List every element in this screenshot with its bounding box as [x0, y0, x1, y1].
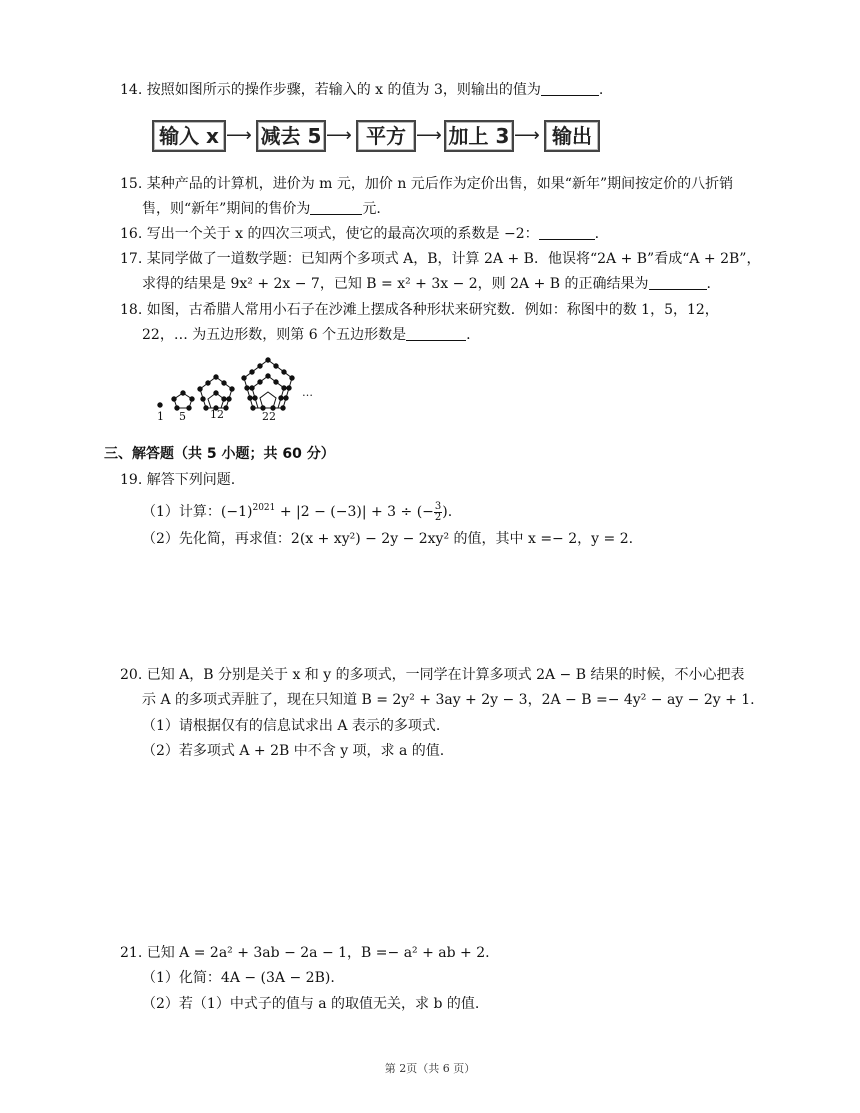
- page-footer: 第 2页（共 6 页）: [384, 1062, 476, 1075]
- q16-end: .: [594, 226, 600, 242]
- figure-label-22: 22: [262, 410, 276, 423]
- fraction-denominator: 2: [434, 511, 442, 523]
- question-19-part2: （2）先化简，再求值：2(x + xy²) − 2y − 2xy² 的值，其中 x =− 2，y = 2.: [142, 531, 634, 547]
- answer-blank: [406, 326, 466, 341]
- question-17-line1: 17. 某同学做了一道数学题：已知两个多项式 A，B，计算 2A + B．他误将“2A + B”看成“A + 2B”，: [120, 251, 761, 267]
- q19-part1-mid: + |2 − (−3)| + 3 ÷ (−: [275, 504, 434, 520]
- question-14: [120, 80, 603, 100]
- q14-text: 14. 按照如图所示的操作步骤，若输入的 x 的值为 3，则输出的值为: [120, 82, 541, 98]
- q16-text: 16. 写出一个关于 x 的四次三项式，使它的最高次项的系数是 −2：: [120, 226, 539, 242]
- answer-blank: [541, 81, 599, 96]
- q17-text: 求得的结果是 9x² + 2x − 7，已知 B = x² + 3x − 2，则 2A + B 的正确结果为: [142, 276, 649, 292]
- q17-end: .: [706, 276, 711, 292]
- section-title: 三、解答题（共 5 小题；共 60 分）: [104, 446, 335, 462]
- question-20-part2: （2）若多项式 A + 2B 中不含 y 项，求 a 的值.: [142, 743, 445, 759]
- q19-exponent: 2021: [252, 503, 276, 513]
- question-15-line1: 15. 某种产品的计算机，进价为 m 元，加价 n 元后作为定价出售，如果“新年”期间按定价的八折销: [120, 176, 734, 192]
- flow-box-output: 输出: [544, 120, 600, 152]
- question-16: [120, 224, 599, 244]
- flow-box-input: 输入 x: [152, 120, 226, 152]
- question-19-title: 19. 解答下列问题.: [120, 472, 236, 488]
- figure-label-5: 5: [179, 410, 186, 423]
- figure-label-12: 12: [210, 408, 224, 421]
- question-21-part1: （1）化简：4A − (3A − 2B).: [142, 970, 335, 986]
- flow-arrow-icon: ⟶: [514, 125, 540, 146]
- q18-text: 22，… 为五边形数，则第 6 个五边形数是: [142, 327, 407, 343]
- pebble-dot: [158, 403, 162, 407]
- question-20-part1: （1）请根据仅有的信息试求出 A 表示的多项式.: [142, 718, 441, 734]
- flow-arrow-icon: ⟶: [226, 125, 252, 146]
- q19-part1-prefix: （1）计算：(−1): [142, 504, 253, 520]
- answer-blank: [539, 225, 595, 240]
- q19-part1-end: ).: [442, 504, 453, 520]
- question-20-line1: 20. 已知 A，B 分别是关于 x 和 y 的多项式，一同学在计算多项式 2A − B 结果的时候，不小心把表: [120, 667, 745, 683]
- answer-blank: [310, 200, 362, 215]
- flow-arrow-icon: ⟶: [416, 125, 442, 146]
- q15-text: 售，则“新年”期间的售价为: [142, 201, 311, 217]
- q15-end: 元.: [362, 201, 381, 217]
- q18-end: .: [466, 327, 471, 343]
- question-21-line1: 21. 已知 A = 2a² + 3ab − 2a − 1，B =− a² + ab + 2.: [120, 945, 490, 961]
- flow-box-subtract: 减去 5: [256, 120, 326, 152]
- fraction-numerator: 3: [434, 500, 442, 512]
- answer-blank: [649, 275, 707, 290]
- question-19-part1: [142, 499, 452, 525]
- q14-end: .: [598, 82, 604, 98]
- question-18-line2: [142, 325, 471, 345]
- question-18-line1: 18. 如图，古希腊人常用小石子在沙滩上摆成各种形状来研究数．例如：称图中的数 1，5，12，: [120, 302, 719, 318]
- figure-label-1: 1: [157, 410, 164, 423]
- pentagonal-numbers-figure: [150, 352, 330, 424]
- question-20-line2: 示 A 的多项式弄脏了，现在只知道 B = 2y² + 3ay + 2y − 3，2A − B =− 4y² − ay − 2y + 1.: [142, 692, 755, 708]
- question-21-part2: （2）若（1）中式子的值与 a 的取值无关，求 b 的值.: [142, 996, 480, 1012]
- question-17-line2: [142, 274, 711, 294]
- flow-arrow-icon: ⟶: [326, 125, 352, 146]
- question-15-line2: [142, 199, 381, 219]
- flow-box-add: 加上 3: [444, 120, 514, 152]
- figure-label-ellipsis: …: [302, 386, 313, 399]
- flow-box-square: 平方: [356, 120, 416, 152]
